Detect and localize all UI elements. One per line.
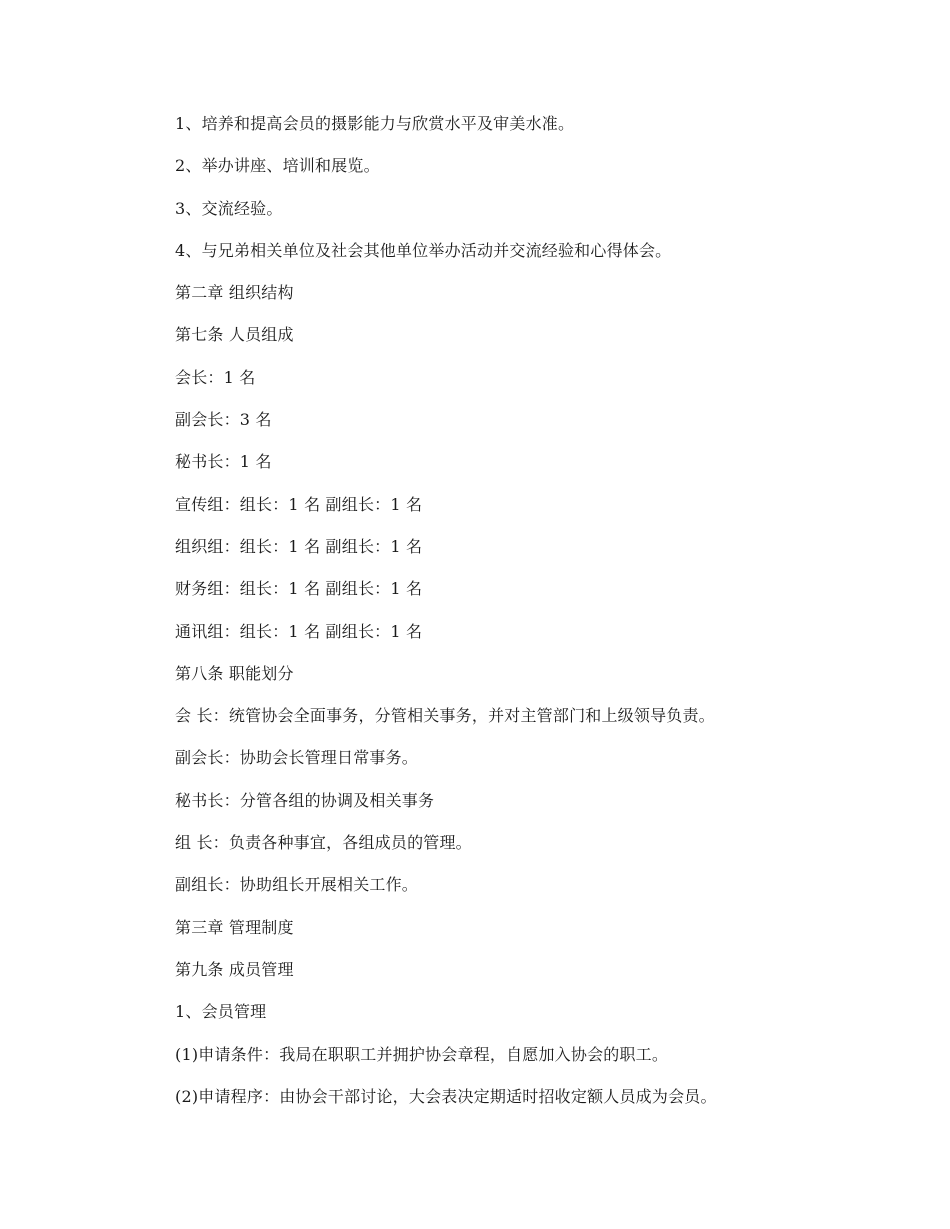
list-item-goal-3: 3、交流经验。 <box>175 198 283 218</box>
list-item-goal-1: 1、培养和提高会员的摄影能力与欣赏水平及审美水准。 <box>175 114 575 133</box>
duty-vice-group-leader: 副组长：协助组长开展相关工作。 <box>175 875 419 895</box>
list-item-goal-4: 4、与兄弟相关单位及社会其他单位举办活动并交流经验和心得体会。 <box>175 240 672 260</box>
member-role-secretary: 秘书长：1 名 <box>175 452 272 472</box>
duty-president: 会 长：统管协会全面事务，分管相关事务，并对主管部门和上级领导负责。 <box>175 706 715 726</box>
article-heading-7: 第七条 人员组成 <box>175 325 294 345</box>
member-role-vice-president: 副会长：3 名 <box>175 410 272 430</box>
article-heading-9: 第九条 成员管理 <box>175 959 294 979</box>
group-organization: 组织组：组长：1 名 副组长：1 名 <box>175 536 423 556</box>
clause-application-conditions: (1)申请条件：我局在职职工并拥护协会章程，自愿加入协会的职工。 <box>175 1044 669 1064</box>
list-item-goal-2: 2、举办讲座、培训和展览。 <box>175 156 380 176</box>
duty-vice-president: 副会长：协助会长管理日常事务。 <box>175 748 419 768</box>
group-publicity: 宣传组：组长：1 名 副组长：1 名 <box>175 494 423 514</box>
chapter-heading-3: 第三章 管理制度 <box>175 917 294 937</box>
group-finance: 财务组：组长：1 名 副组长：1 名 <box>175 579 423 599</box>
duty-secretary: 秘书长：分管各组的协调及相关事务 <box>175 790 435 810</box>
member-role-president: 会长：1 名 <box>175 367 256 387</box>
document-body <box>175 111 875 1126</box>
section-member-management: 1、会员管理 <box>175 1002 267 1022</box>
article-heading-8: 第八条 职能划分 <box>175 663 294 683</box>
group-communication: 通讯组：组长：1 名 副组长：1 名 <box>175 621 423 641</box>
duty-group-leader: 组 长：负责各种事宜，各组成员的管理。 <box>175 833 472 853</box>
clause-application-procedure: (2)申请程序：由协会干部讨论，大会表决定期适时招收定额人员成为会员。 <box>175 1086 717 1106</box>
chapter-heading-2: 第二章 组织结构 <box>175 283 294 303</box>
